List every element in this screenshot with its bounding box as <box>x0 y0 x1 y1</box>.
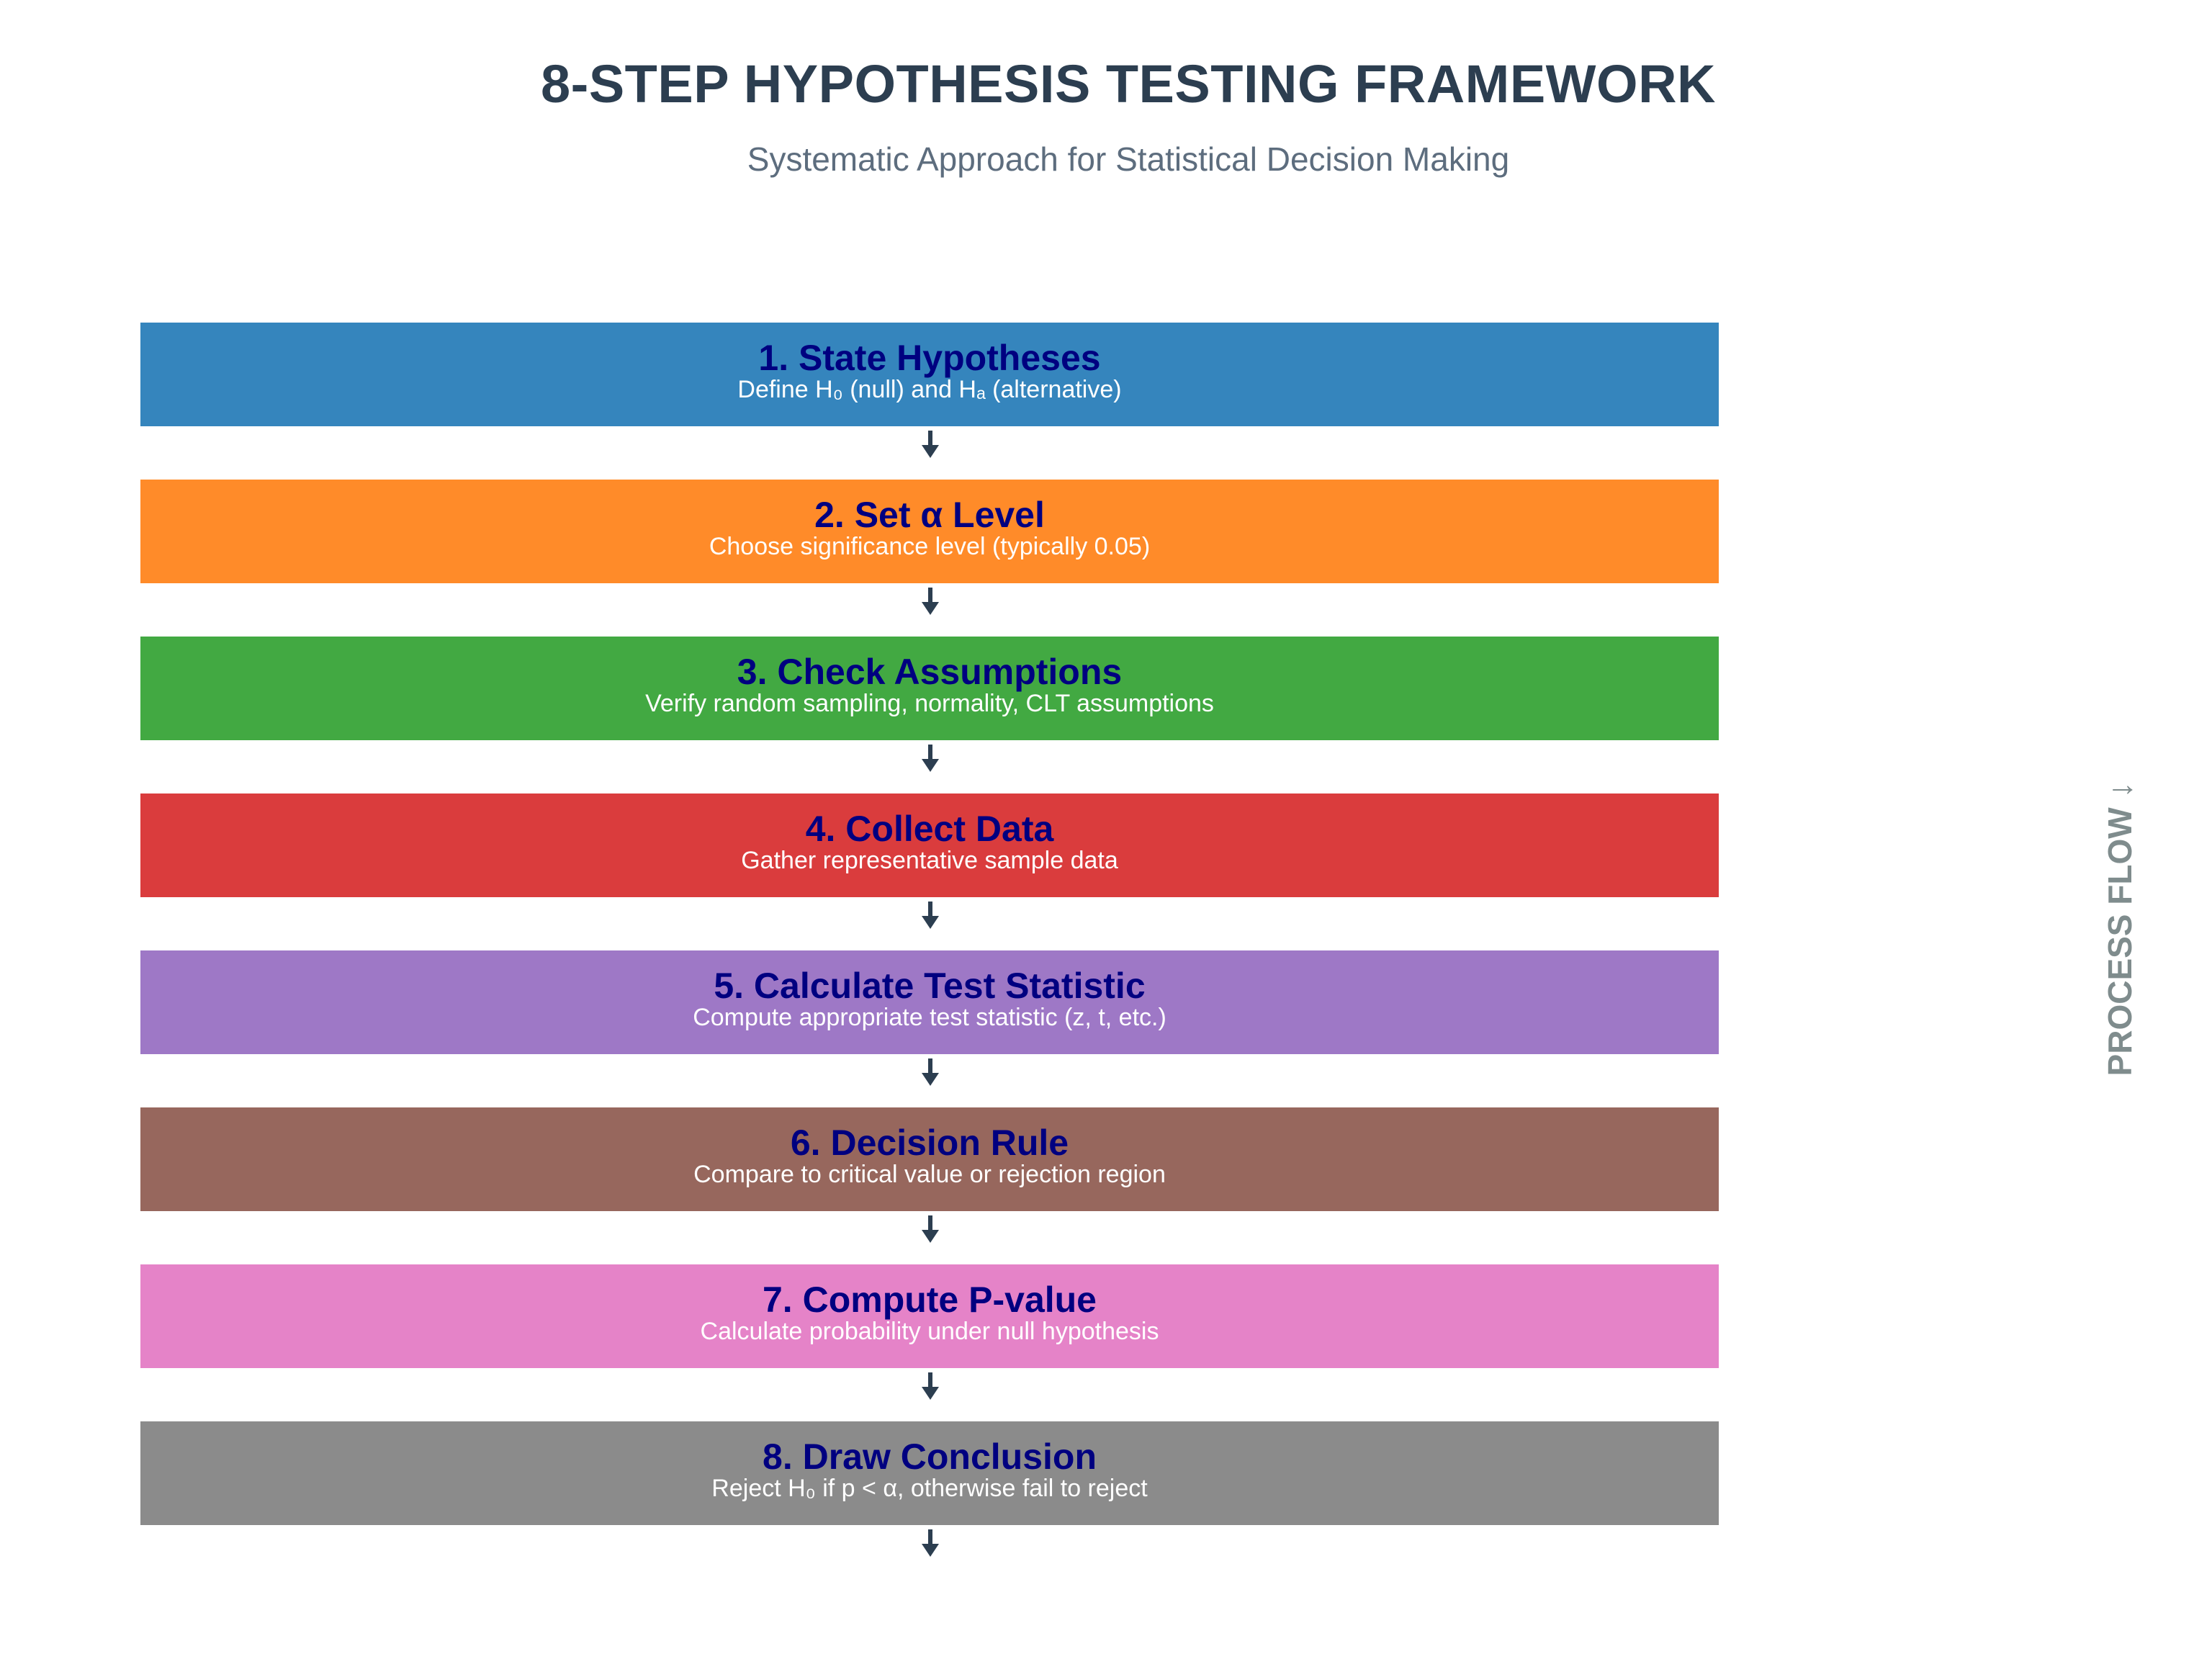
step-title: 6. Decision Rule <box>790 1123 1069 1163</box>
step-box-5 <box>140 950 1719 1054</box>
step-box-8 <box>140 1421 1719 1525</box>
step-box-2 <box>140 480 1719 583</box>
down-arrow-icon <box>920 745 941 773</box>
step-description: Define H₀ (null) and Hₐ (alternative) <box>737 376 1122 403</box>
step-title: 5. Calculate Test Statistic <box>714 966 1146 1006</box>
step-title: 1. State Hypotheses <box>758 338 1101 378</box>
step-box-1 <box>140 323 1719 426</box>
step-title: 4. Collect Data <box>805 809 1054 849</box>
step-description: Compare to critical value or rejection region <box>693 1161 1166 1188</box>
step-title: 2. Set α Level <box>814 495 1045 535</box>
down-arrow-icon <box>920 1058 941 1087</box>
step-description: Verify random sampling, normality, CLT assumptions <box>645 690 1214 717</box>
step-box-3 <box>140 637 1719 740</box>
diagram-subtitle: Systematic Approach for Statistical Decision Making <box>747 140 1510 178</box>
step-title: 7. Compute P-value <box>763 1280 1097 1320</box>
down-arrow-icon <box>920 1215 941 1244</box>
step-description: Compute appropriate test statistic (z, t, etc.) <box>693 1004 1166 1031</box>
down-arrow-icon <box>920 431 941 459</box>
down-arrow-icon <box>920 1372 941 1401</box>
process-flow-label: PROCESS FLOW ↓ <box>2101 781 2139 1076</box>
step-box-4 <box>140 793 1719 897</box>
step-box-7 <box>140 1264 1719 1368</box>
diagram-title: 8-STEP HYPOTHESIS TESTING FRAMEWORK <box>541 54 1716 114</box>
down-arrow-icon <box>920 588 941 616</box>
step-description: Gather representative sample data <box>741 847 1118 874</box>
step-title: 8. Draw Conclusion <box>763 1437 1097 1477</box>
down-arrow-icon <box>920 902 941 930</box>
step-description: Reject H₀ if p < α, otherwise fail to reject <box>711 1475 1148 1502</box>
step-title: 3. Check Assumptions <box>737 652 1123 692</box>
step-description: Calculate probability under null hypothesis <box>700 1318 1159 1345</box>
down-arrow-icon <box>920 1529 941 1558</box>
step-box-6 <box>140 1107 1719 1211</box>
step-description: Choose significance level (typically 0.05) <box>709 533 1151 560</box>
